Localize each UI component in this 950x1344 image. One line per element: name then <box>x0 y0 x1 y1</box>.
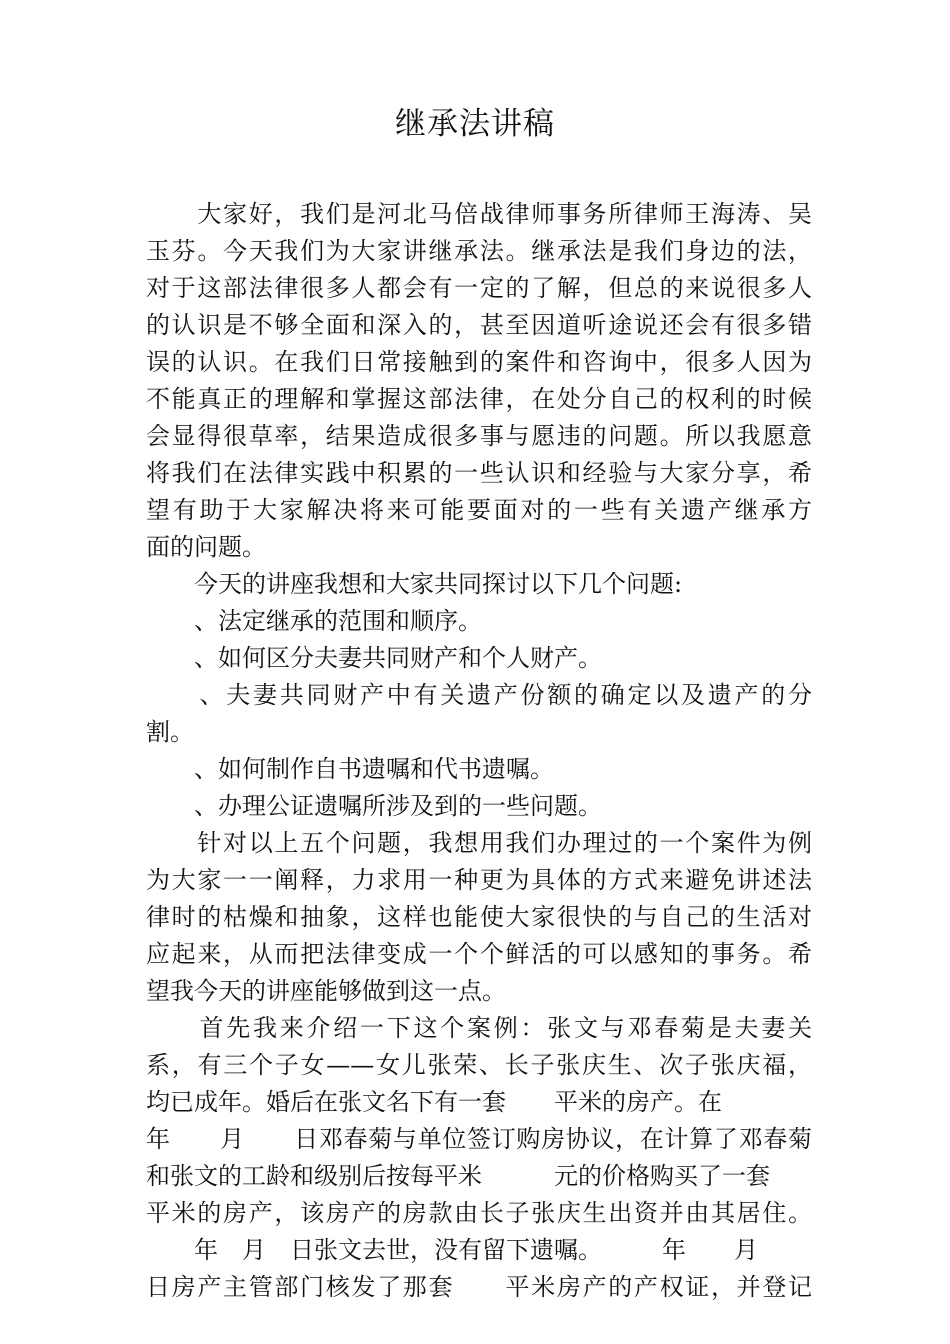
document-title: 继承法讲稿 <box>395 106 555 142</box>
list-item: 、如何制作自书遗嘱和代书遗嘱。 <box>146 755 554 783</box>
text-line: 对于这部法律很多人都会有一定的了解，但总的来说很多人 <box>146 274 812 302</box>
text-line: 均已成年。婚后在张文名下有一套 平米的房产。在 <box>146 1088 722 1116</box>
text-line: 玉芬。今天我们为大家讲继承法。继承法是我们身边的法， <box>146 237 812 265</box>
text-line: 日房产主管部门核发了那套 平米房产的产权证，并登记 <box>146 1273 812 1301</box>
text-line: 不能真正的理解和掌握这部法律，在处分自己的权利的时候 <box>146 385 812 413</box>
list-item: 、办理公证遗嘱所涉及到的一些问题。 <box>146 792 602 820</box>
text-line: 年 月 日张文去世，没有留下遗嘱。 年 月 <box>146 1236 758 1264</box>
text-line: 割。 <box>146 718 194 746</box>
text-line: 的认识是不够全面和深入的，甚至因道听途说还会有很多错 <box>146 311 812 339</box>
text-line: 会显得很草率，结果造成很多事与愿违的问题。所以我愿意 <box>146 422 812 450</box>
text-line: 为大家一一阐释，力求用一种更为具体的方式来避免讲述法 <box>146 866 812 894</box>
text-line: 误的认识。在我们日常接触到的案件和咨询中，很多人因为 <box>146 348 812 376</box>
text-line: 今天的讲座我想和大家共同探讨以下几个问题: <box>146 570 683 598</box>
document-body <box>146 196 812 1306</box>
text-line: 将我们在法律实践中积累的一些认识和经验与大家分享，希 <box>146 459 812 487</box>
text-line: 望我今天的讲座能够做到这一点。 <box>146 977 506 1005</box>
text-line: 针对以上五个问题，我想用我们办理过的一个案件为例 <box>146 829 812 857</box>
text-line: 律时的枯燥和抽象，这样也能使大家很快的与自己的生活对 <box>146 903 812 931</box>
text-line: 系，有三个子女——女儿张荣、长子张庆生、次子张庆福， <box>146 1051 812 1079</box>
text-line: 首先我来介绍一下这个案例：张文与邓春菊是夫妻关 <box>146 1014 812 1042</box>
text-line: 应起来，从而把法律变成一个个鲜活的可以感知的事务。希 <box>146 940 812 968</box>
text-line: 大家好，我们是河北马倍战律师事务所律师王海涛、吴 <box>146 200 812 228</box>
text-line: 平米的房产，该房产的房款由长子张庆生出资并由其居住。 <box>146 1199 812 1227</box>
text-line: 望有助于大家解决将来可能要面对的一些有关遗产继承方 <box>146 496 812 524</box>
text-line: 面的问题。 <box>146 533 266 561</box>
text-line: 和张文的工龄和级别后按每平米 元的价格购买了一套 <box>146 1162 770 1190</box>
list-item: 、如何区分夫妻共同财产和个人财产。 <box>146 644 602 672</box>
list-item: 、夫妻共同财产中有关遗产份额的确定以及遗产的分 <box>146 681 812 709</box>
text-line: 年 月 日邓春菊与单位签订购房协议，在计算了邓春菊 <box>146 1125 812 1153</box>
list-item: 、法定继承的范围和顺序。 <box>146 607 482 635</box>
